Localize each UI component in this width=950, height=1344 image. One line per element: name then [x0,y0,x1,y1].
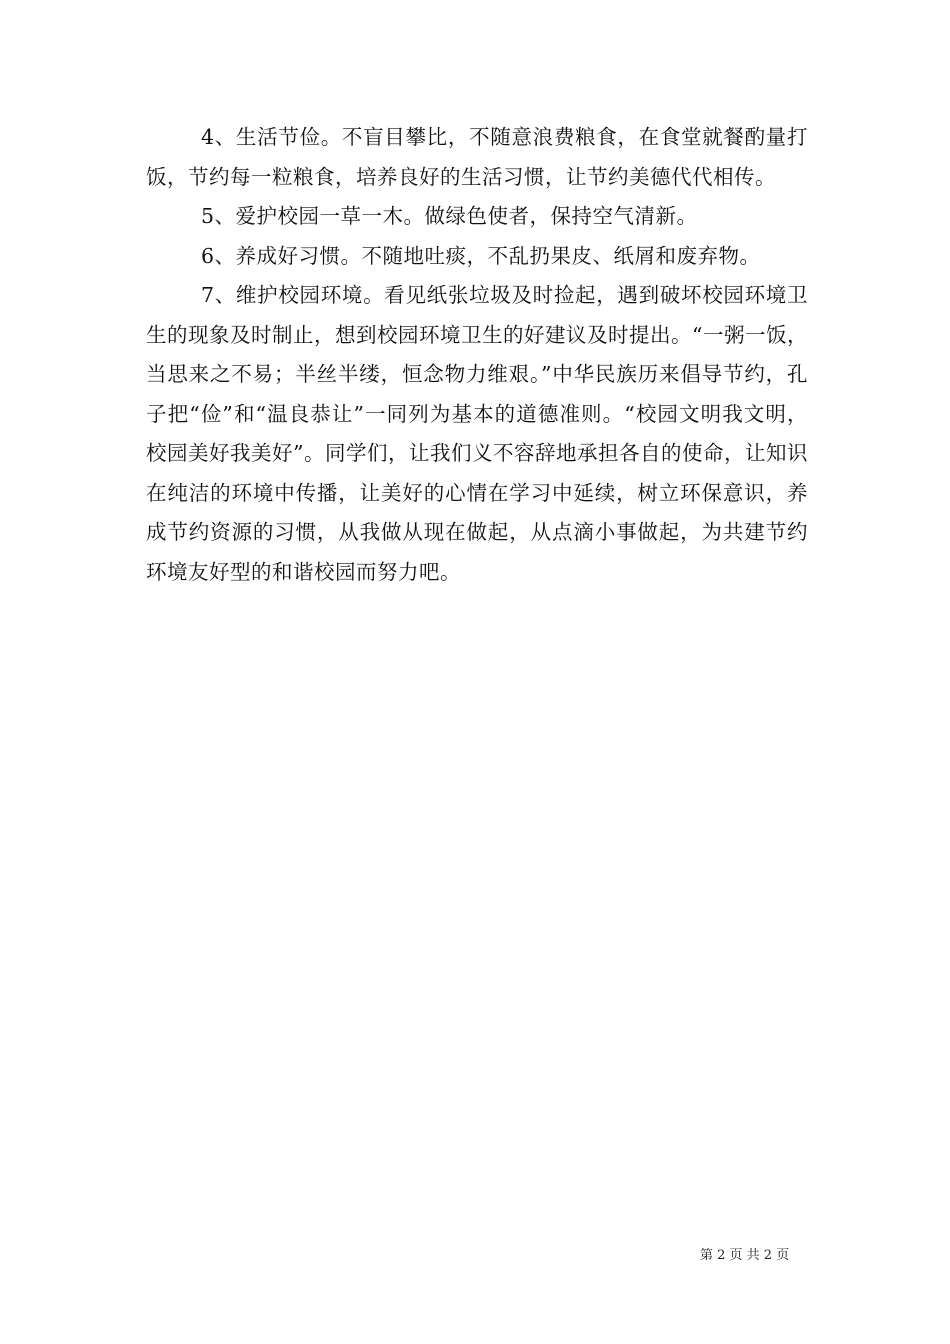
paragraph-item-5: 5、爱护校园一草一木。做绿色使者，保持空气清新。 [201,204,698,228]
page-number-footer: 第 2 页 共 2 页 [700,1248,790,1263]
paragraph-item-6: 6、养成好习惯。不随地吐痰，不乱扔果皮、纸屑和废弃物。 [201,243,761,268]
paragraph-item-4: 4、生活节俭。不盲目攀比，不随意浪费粮食，在食堂就餐酌量打饭，节约每一粒粮食，培养良好的生活习惯，让节约美德代代相传。 [146,125,808,189]
paragraph-item-7: 7、维护校园环境。看见纸张垃圾及时捡起，遇到破坏校园环境卫生的现象及时制止，想到校园环境卫生的好建议及时提出。“一粥一饭，当思来之不易；半丝半缕，恒念物力维艰。”中华民族历来倡导节约，孔子把“俭”和“温良恭让”一同列为基本的道德准则。“校园文明我文明，校园美好我美好”。同学们，让我们义不容辞地承担各自的使命，让知识在纯洁的环境中传播，让美好的心情在学习中延续，树立环保意识，养成节约资源的习惯，从我做从现在做起，从点滴小事做起，为共建节约环境友好型的和谐校园而努力吧。 [146,283,808,584]
document-body [146,118,808,592]
